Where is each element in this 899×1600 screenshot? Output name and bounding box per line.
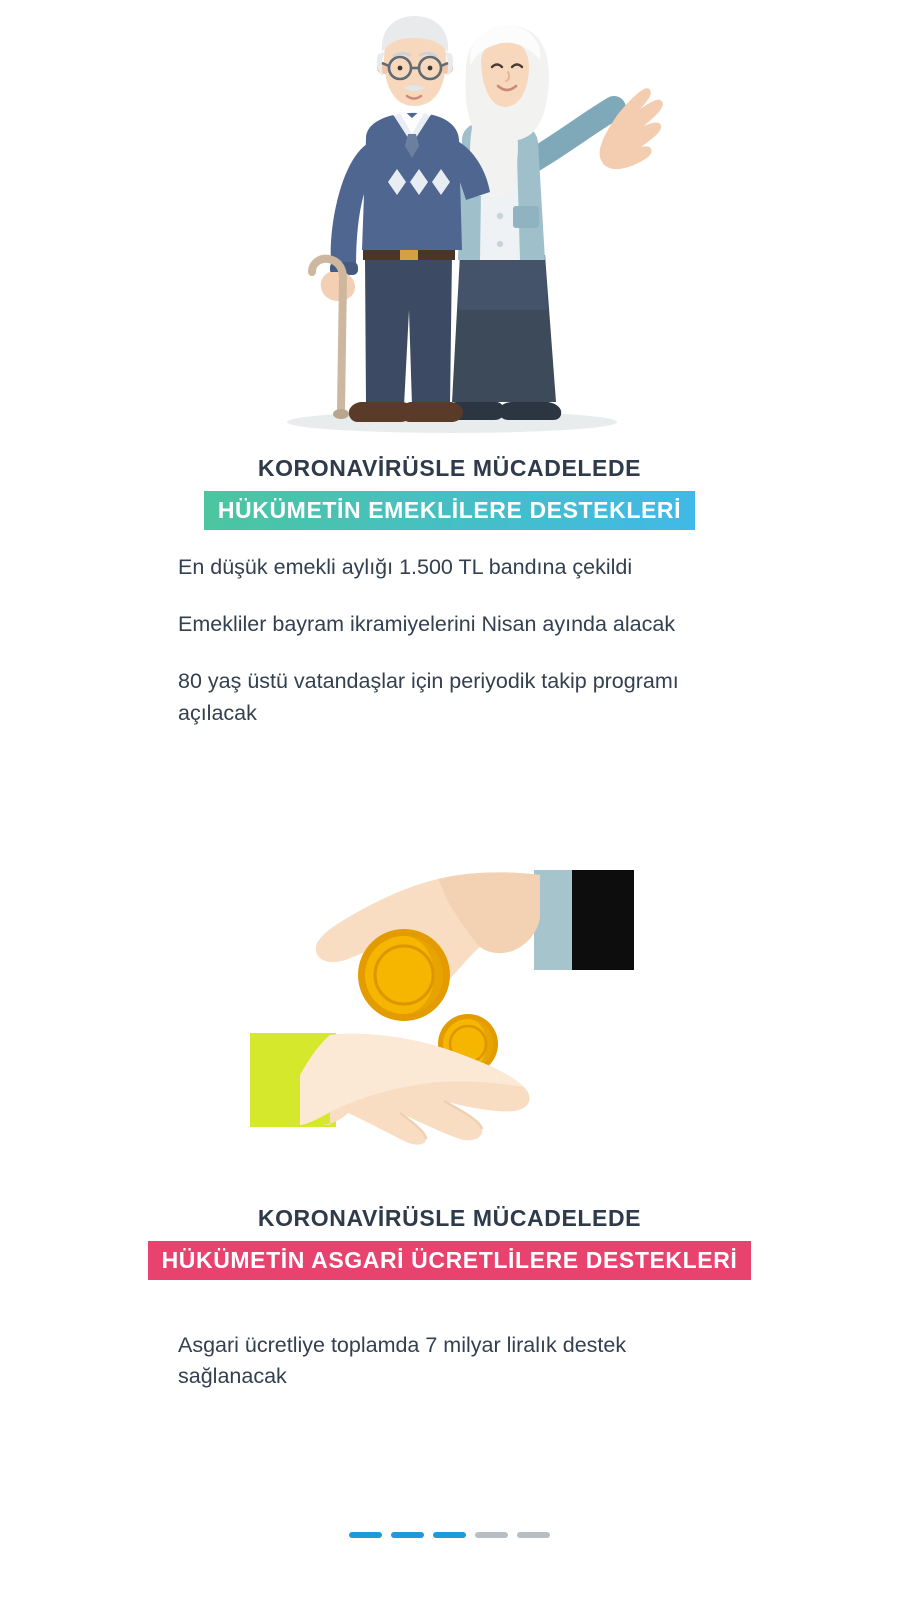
pager-dots[interactable] bbox=[0, 1532, 899, 1538]
section-1-title-block bbox=[0, 455, 899, 530]
section-1-items bbox=[178, 552, 738, 729]
list-item: Emekliler bayram ikramiyelerini Nisan ayında alacak bbox=[178, 612, 676, 637]
elderly-couple-illustration bbox=[0, 10, 899, 440]
pager-dot-3[interactable] bbox=[433, 1532, 466, 1538]
list-item: Asgari ücretliye toplamda 7 milyar liralık destek sağlanacak bbox=[178, 1333, 627, 1389]
section-2-title-block bbox=[0, 1205, 899, 1280]
hands-giving-coins-illustration bbox=[0, 835, 899, 1155]
pager-dot-2[interactable] bbox=[391, 1532, 424, 1538]
list-item: 80 yaş üstü vatandaşlar için periyodik takip programı açılacak bbox=[178, 669, 679, 725]
pager-dot-5[interactable] bbox=[517, 1532, 550, 1538]
section-2-kicker: KORONAVİRÜSLE MÜCADELEDE bbox=[257, 1205, 642, 1231]
section-2-items bbox=[178, 1330, 738, 1392]
section-2-highlight: HÜKÜMETİN ASGARİ ÜCRETLİLERE DESTEKLERİ bbox=[148, 1241, 752, 1280]
list-item: En düşük emekli aylığı 1.500 TL bandına çekildi bbox=[178, 555, 633, 579]
section-1-highlight: HÜKÜMETİN EMEKLİLERE DESTEKLERİ bbox=[204, 491, 695, 530]
pager-dot-4[interactable] bbox=[475, 1532, 508, 1538]
pager-dot-1[interactable] bbox=[349, 1532, 382, 1538]
section-1-kicker: KORONAVİRÜSLE MÜCADELEDE bbox=[257, 455, 642, 481]
